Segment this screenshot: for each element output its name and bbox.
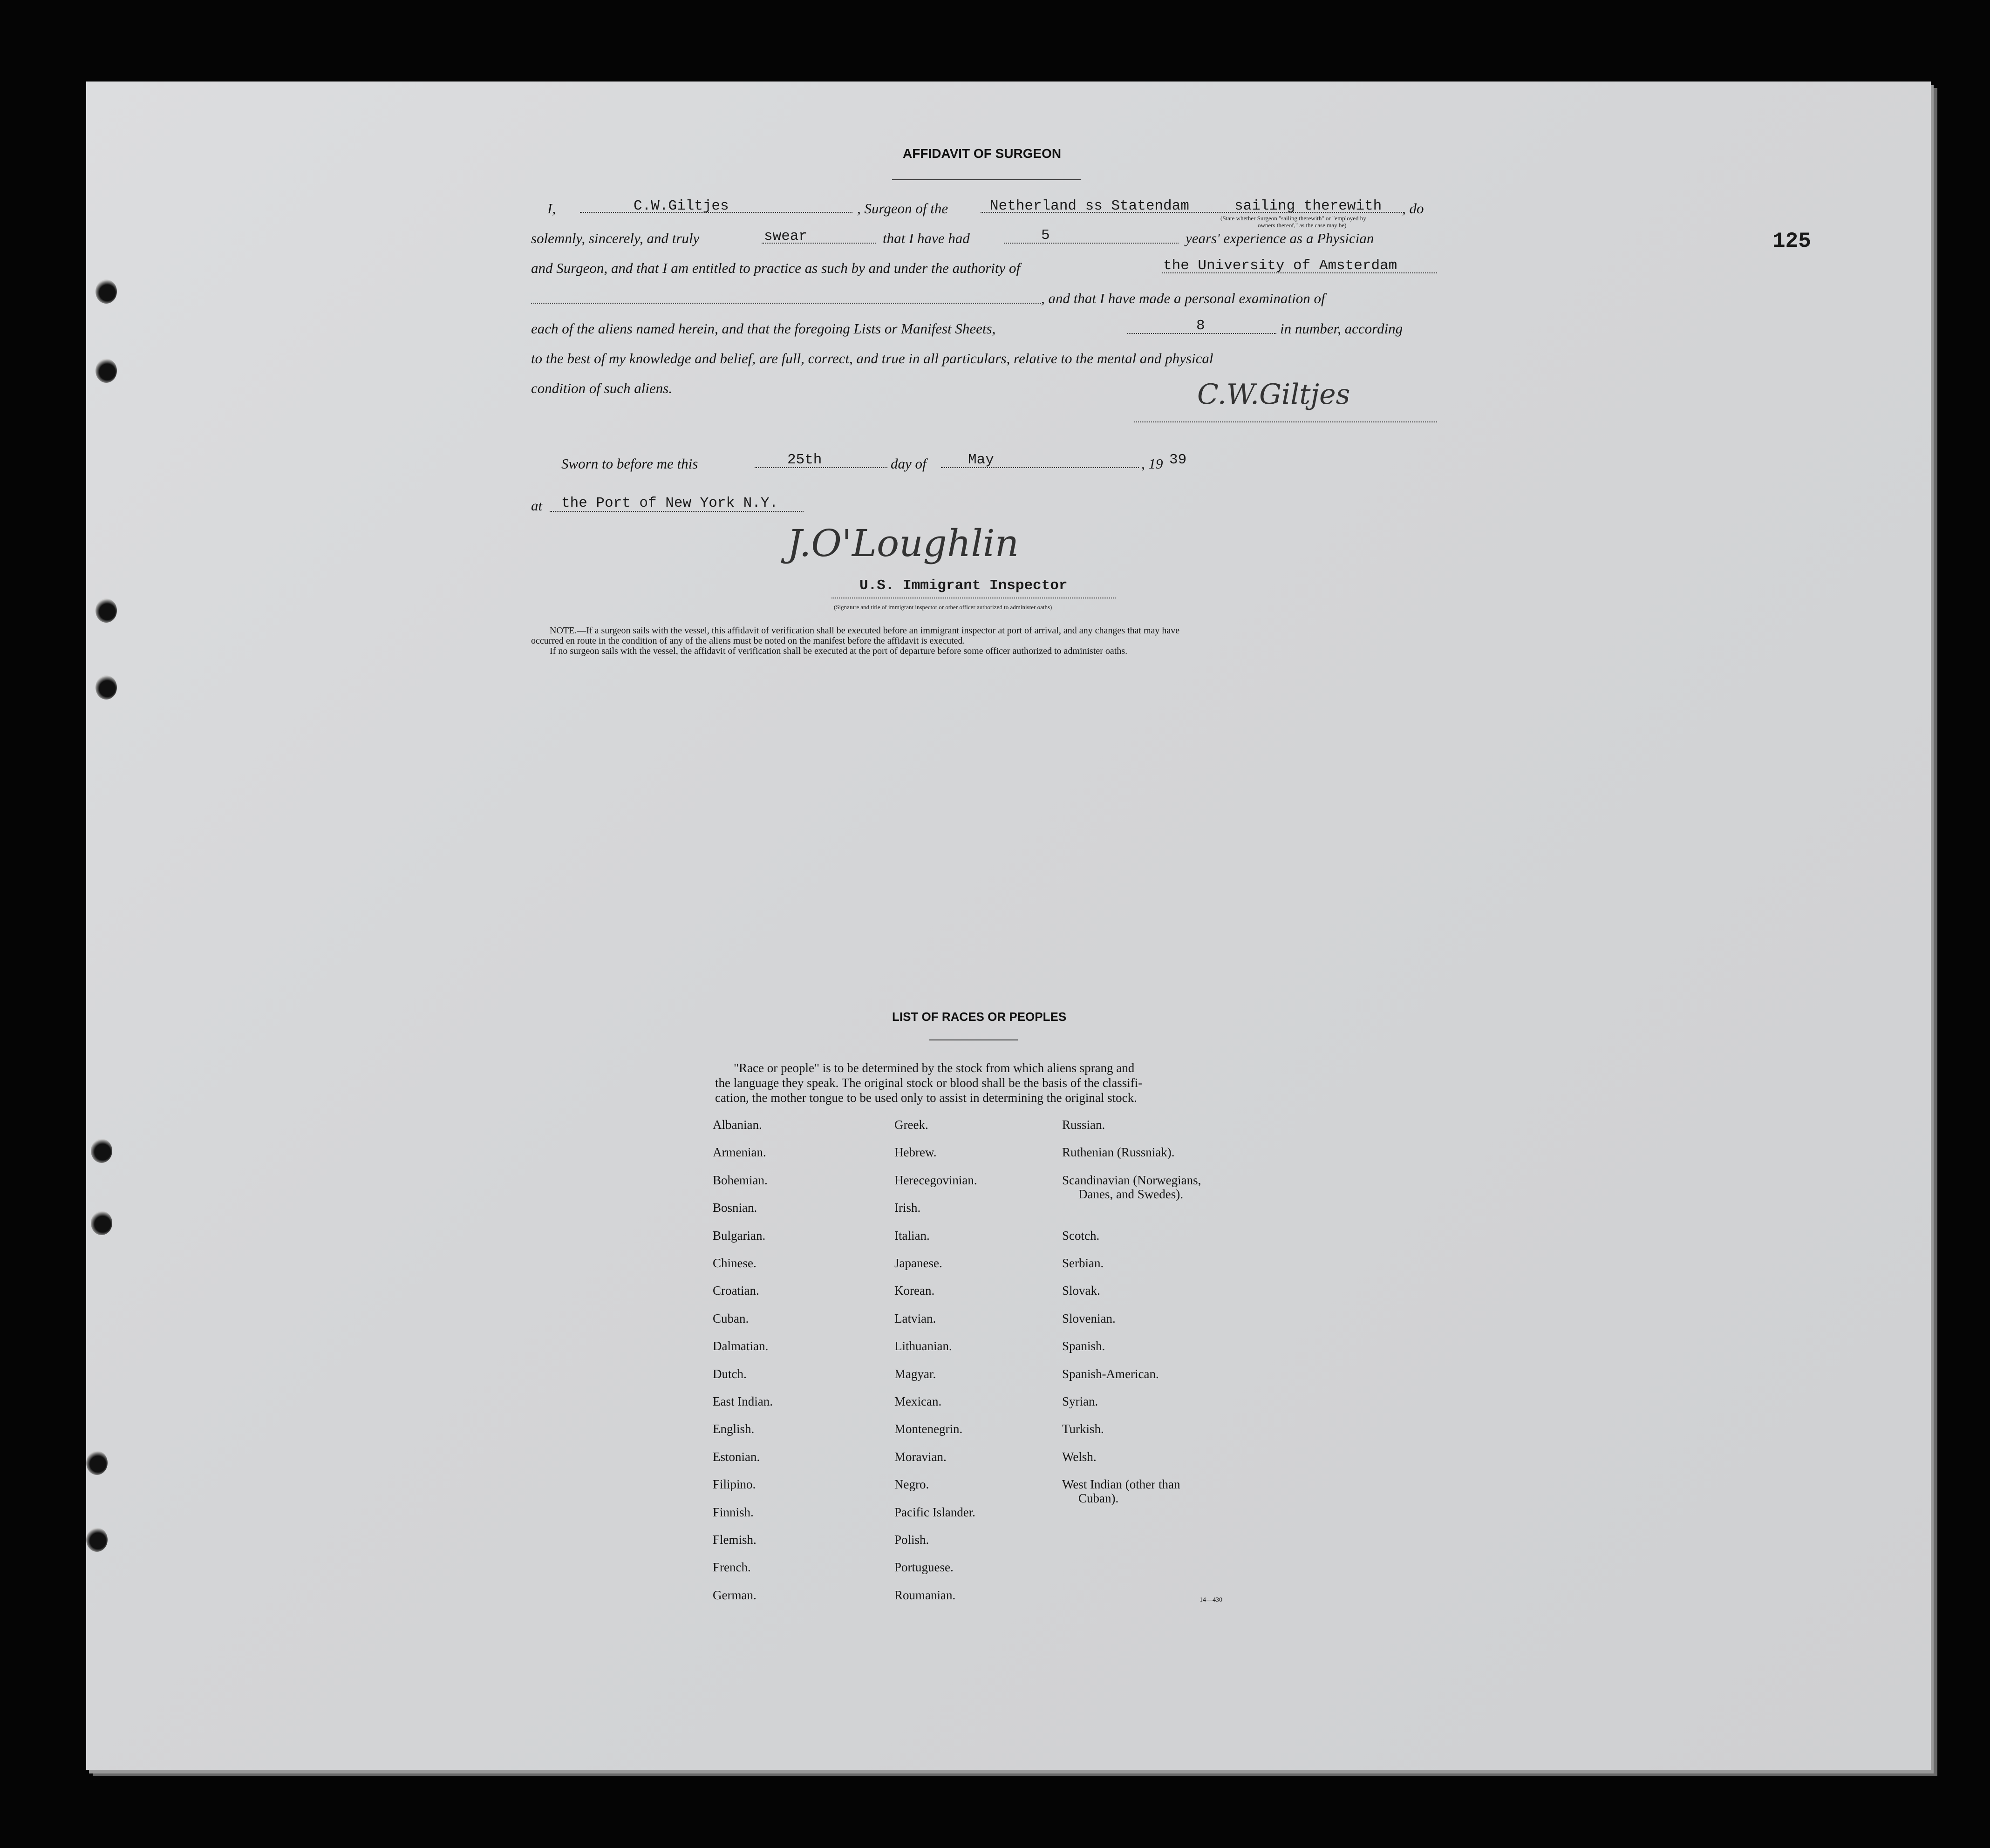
punch-hole	[95, 675, 117, 700]
signature-line	[1134, 421, 1437, 422]
race-item: Herecegovinian.	[894, 1173, 977, 1187]
punch-hole	[86, 1528, 108, 1552]
title-caption: (Signature and title of immigrant inspector or other officer authorized to administer oaths)	[834, 604, 1052, 611]
text-that-i-have-had: that I have had	[883, 230, 970, 246]
race-item: Lithuanian.	[894, 1339, 952, 1353]
note-line: If no surgeon sails with the vessel, the affidavit of verification shall be executed at the port of departure before some officer authorized to administer oaths.	[550, 646, 1128, 656]
race-item: Croatian.	[713, 1284, 759, 1298]
race-item: French.	[713, 1560, 751, 1574]
race-item: Bohemian.	[713, 1173, 768, 1187]
race-item: Portuguese.	[894, 1560, 954, 1574]
race-item: Dutch.	[713, 1367, 747, 1381]
note-line: occurred en route in the condition of any of the aliens must be noted on the manifest before the affidavit is executed.	[531, 636, 965, 646]
punch-hole	[95, 279, 117, 304]
race-item: Moravian.	[894, 1450, 947, 1464]
race-item: Chinese.	[713, 1256, 756, 1270]
place-field: the Port of New York N.Y.	[561, 495, 778, 511]
race-item: Pacific Islander.	[894, 1505, 975, 1519]
text-and-surgeon: and Surgeon, and that I am entitled to practice as such by and under the authority of	[531, 260, 1021, 276]
race-item: English.	[713, 1422, 755, 1436]
vessel-field: Netherland ss Statendam	[990, 198, 1189, 214]
race-item: West Indian (other than	[1062, 1477, 1180, 1491]
race-item: Italian.	[894, 1229, 930, 1243]
races-intro-line: cation, the mother tongue to be used only to assist in determining the original stock.	[715, 1091, 1137, 1105]
race-item: Filipino.	[713, 1477, 756, 1491]
race-item: Greek.	[894, 1118, 928, 1132]
day-field: 25th	[787, 452, 822, 468]
inspector-title: U.S. Immigrant Inspector	[859, 578, 1068, 594]
inspector-signature: J.O'Loughlin	[787, 522, 1019, 565]
race-item: Roumanian.	[894, 1588, 956, 1602]
text-day-of: day of	[891, 455, 927, 472]
text-best-of-knowledge: to the best of my knowledge and belief, are full, correct, and true in all particulars, relative to the mental and physical	[531, 350, 1213, 367]
capacity-note: owners thereof," as the case may be)	[1258, 222, 1347, 229]
race-item: Slovak.	[1062, 1284, 1100, 1298]
race-item: Armenian.	[713, 1145, 766, 1159]
text-condition: condition of such aliens.	[531, 380, 673, 396]
year-field: 39	[1169, 452, 1187, 468]
punch-hole	[91, 1211, 112, 1235]
form-number: 14—430	[1199, 1597, 1222, 1603]
race-item: Spanish.	[1062, 1339, 1105, 1353]
race-item: Negro.	[894, 1477, 929, 1491]
capacity-field: sailing therewith	[1234, 198, 1382, 214]
race-item: Mexican.	[894, 1394, 942, 1408]
race-item: Korean.	[894, 1284, 935, 1298]
race-item: Irish.	[894, 1201, 921, 1215]
surgeon-signature: C.W.Giltjes	[1197, 378, 1350, 411]
race-item: Russian.	[1062, 1118, 1105, 1132]
race-item: Albanian.	[713, 1118, 762, 1132]
races-intro-line: "Race or people" is to be determined by the stock from which aliens sprang and	[734, 1061, 1135, 1075]
punch-hole	[95, 359, 117, 383]
race-item: Montenegrin.	[894, 1422, 963, 1436]
capacity-note: (State whether Surgeon "sailing therewith" or "employed by	[1220, 215, 1366, 222]
race-item: Slovenian.	[1062, 1311, 1116, 1325]
punch-hole	[86, 1451, 108, 1475]
race-item: Polish.	[894, 1533, 929, 1547]
race-item: Turkish.	[1062, 1422, 1104, 1436]
race-item: Spanish-American.	[1062, 1367, 1159, 1381]
text-aliens-named: each of the aliens named herein, and that the foregoing Lists or Manifest Sheets,	[531, 320, 996, 337]
note-line: NOTE.—If a surgeon sails with the vessel, this affidavit of verification shall be executed before an immigrant inspector at port of arrival, and any changes that may have	[550, 625, 1180, 636]
fill-line	[1004, 243, 1179, 244]
text-years-experience: years' experience as a Physician	[1186, 230, 1374, 246]
oath-field: swear	[764, 228, 808, 245]
race-item: Dalmatian.	[713, 1339, 769, 1353]
race-item: Scotch.	[1062, 1229, 1100, 1243]
race-item: Flemish.	[713, 1533, 756, 1547]
years-field: 5	[1041, 227, 1050, 244]
race-item: Welsh.	[1062, 1450, 1097, 1464]
surgeon-name-field: C.W.Giltjes	[634, 198, 729, 214]
punch-hole	[95, 598, 117, 623]
race-item: Syrian.	[1062, 1394, 1098, 1408]
race-item: Bosnian.	[713, 1201, 757, 1215]
fill-line	[531, 303, 1041, 304]
page-number: 125	[1772, 229, 1811, 253]
text-sworn: Sworn to before me this	[561, 455, 698, 472]
month-field: May	[968, 452, 994, 468]
races-intro-line: the language they speak. The original stock or blood shall be the basis of the classifi-	[715, 1076, 1143, 1090]
text-solemnly: solemnly, sincerely, and truly	[531, 230, 700, 246]
race-item: Cuban.	[713, 1311, 749, 1325]
race-item: Cuban).	[1078, 1491, 1119, 1505]
text-at: at	[531, 497, 543, 514]
text-surgeon-of: , Surgeon of the	[857, 200, 948, 217]
text-do: , do	[1402, 200, 1424, 217]
sheets-field: 8	[1196, 318, 1205, 334]
text-personal-examination: , and that I have made a personal examination of	[1041, 290, 1325, 306]
race-item: Scandinavian (Norwegians,	[1062, 1173, 1201, 1187]
text-year-prefix: , 19	[1141, 455, 1163, 472]
race-item: Bulgarian.	[713, 1229, 766, 1243]
affidavit-title: AFFIDAVIT OF SURGEON	[903, 146, 1062, 161]
race-item: Danes, and Swedes).	[1078, 1187, 1183, 1201]
document-page	[86, 82, 1931, 1770]
race-item: Latvian.	[894, 1311, 936, 1325]
race-item: Ruthenian (Russniak).	[1062, 1145, 1175, 1159]
punch-hole	[91, 1139, 112, 1163]
text-i: I,	[547, 200, 556, 217]
race-item: Japanese.	[894, 1256, 942, 1270]
authority-field: the University of Amsterdam	[1163, 258, 1397, 274]
race-item: East Indian.	[713, 1394, 773, 1408]
races-title: LIST OF RACES OR PEOPLES	[892, 1010, 1067, 1024]
race-item: Magyar.	[894, 1367, 936, 1381]
race-item: Hebrew.	[894, 1145, 937, 1159]
race-item: Serbian.	[1062, 1256, 1104, 1270]
race-item: Finnish.	[713, 1505, 754, 1519]
race-item: German.	[713, 1588, 756, 1602]
title-rule	[892, 179, 1081, 180]
text-in-number: in number, according	[1280, 320, 1403, 337]
race-item: Estonian.	[713, 1450, 760, 1464]
